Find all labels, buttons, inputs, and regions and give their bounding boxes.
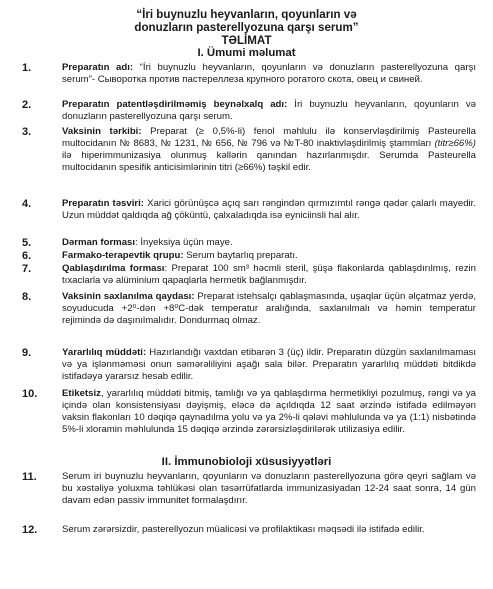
section-heading-general-info: I. Ümumi məlumat (197, 47, 296, 59)
item-number: 11. (22, 471, 37, 483)
item-text (62, 388, 476, 436)
item-label: Preparatın patentləşdirilməmiş beynəlxalq adı: (62, 99, 288, 110)
item-body: Preparat (≥ 0,5%-li) fenol məhlulu ilə konservləşdirilmiş Pasteurella multocidanın № 8683, № 1231, № 656, № 796 və №T-80 inaktivləşdirilmiş ştammları (62, 126, 476, 149)
item-label: Preparatın adı: (62, 62, 134, 73)
item-text (62, 237, 476, 249)
item-body: Preparat istehsalçı qablaşmasında, uşaqlar üçün əlçatmaz yerdə, soyuducuda +2⁰-dən +8⁰C-dək temperatur aralığında, saxlanılmalı və həmin temperatur rejimində də daşınılmalıdır. Dondurmaq olmaz. (62, 291, 476, 326)
item-body: : Preparat 100 sm³ həcmli steril, şüşə flakonlarda qablaşdırılmış, rezin tıxaclarla və alüminium qapaqlarla hermetik bağlanmışdır. (62, 263, 476, 286)
item-label: Yararlılıq müddəti: (62, 347, 147, 358)
item-label: Vaksinin tərkibi: (62, 126, 142, 137)
item-text (62, 62, 476, 86)
item-italic-titr: (titr≥66%) (434, 138, 476, 149)
section-heading-immunobiology: II. İmmunobioloji xüsusiyyətləri (161, 456, 332, 468)
item-body: Serum zərərsizdir, pasterellyozun müalicəsi və profilaktikası məqsədi ilə istifadə edilir. (62, 524, 425, 535)
item-number: 12. (22, 524, 38, 536)
item-body: İri buynuzlu heyvanların, qoyunların və donuzların pasterellyozuna qarşı serum. (62, 99, 476, 122)
item-body: Hazırlandığı vaxtdan etibarən 3 (üç) ildir. Preparatın düzgün saxlanılmaması və ya işlənməməsi onun səmərəliliyini aşağı sala bilər. Preparatın yararlılıq müddəti bitdikdə istifadəyə yararsız hesab edilir. (62, 347, 476, 382)
item-text (62, 471, 476, 507)
item-body-continued: ilə hiperimmunizasiya olunmuş kəllərin qanından hazırlanmışdır. Serumda Pasteurella multocidanın spesifik anticisimlərinin titri (≥66%) təşkil edir. (62, 150, 476, 173)
item-number: 3. (22, 126, 32, 138)
document-title-line-2: donuzların pasterellyozuna qarşı serum” (134, 21, 359, 34)
item-text (62, 126, 476, 174)
item-text (62, 250, 476, 262)
document-heading-telimat: TƏLİMAT (221, 34, 272, 47)
item-label: Vaksinin saxlanılma qaydası: (62, 291, 195, 302)
item-body: “İri buynuzlu heyvanların, qoyunların və donuzların pasterellyozuna qarşı serum”- Сыворотка против пастереллеза крупного рогатого скота, овец и свиней. (62, 62, 476, 85)
item-text (62, 291, 476, 327)
item-label: Etiketsiz (62, 388, 101, 399)
item-body: , yararlılıq müddəti bitmiş, tamlığı və ya qablaşdırma hermetikliyi pozulmuş, rəngi və ya içində olan konsistensiyası dəyişmiş, eləcə də açıldıqda 12 saat ərzində istifadə edilməyən vaksin flakonları 10 dəqiqə qaynadılma yolu və ya 2%-li qələvi məhlulunda və ya (1:1) nisbətində 5%-li xloramin məhlulunda 15 dəqiqə ərzində zərərsizləşdirilərək utilizasiya edilir. (62, 388, 476, 435)
item-number: 2. (22, 99, 32, 111)
item-label: Qablaşdırılma forması (62, 263, 165, 274)
item-text (62, 263, 476, 287)
item-number: 9. (22, 347, 32, 359)
item-number: 1. (22, 62, 32, 74)
item-number: 5. (22, 237, 32, 249)
item-text (62, 99, 476, 123)
item-number: 8. (22, 291, 32, 303)
item-label: Preparatın təsviri: (62, 198, 144, 209)
item-body: Serum iri buynuzlu heyvanların, qoyunların və donuzların pasterellyozuna görə qeyri sağlam və bu xəstəliyə yoluxma təhlükəsi olan təsərrüfatlarda immunizasiyadan 12-24 saat sonra, 14 gün davam edən passiv immunitet formalaşdırır. (62, 471, 476, 506)
item-text (62, 524, 476, 536)
item-number: 6. (22, 250, 32, 262)
item-body: Xarici görünüşcə açıq sarı rəngindən qırmızımtıl rəngə qədər çalarlı mayedir. Uzun müddət qaldıqda ağ çöküntü, çalxaladıqda isə eyniciinsli hal alır. (62, 198, 476, 221)
document-title-line-1: “İri buynuzlu heyvanların, qoyunların və (136, 8, 357, 21)
item-body: : İnyeksiya üçün maye. (135, 237, 233, 248)
item-text (62, 347, 476, 383)
item-text (62, 198, 476, 222)
item-number: 4. (22, 198, 32, 210)
item-label: Farmako-terapevtik qrupu: (62, 250, 184, 261)
item-label: Dərman forması (62, 237, 136, 248)
item-body: Serum baytarlıq preparatı. (183, 250, 298, 261)
item-number: 10. (22, 388, 38, 400)
item-number: 7. (22, 263, 32, 275)
